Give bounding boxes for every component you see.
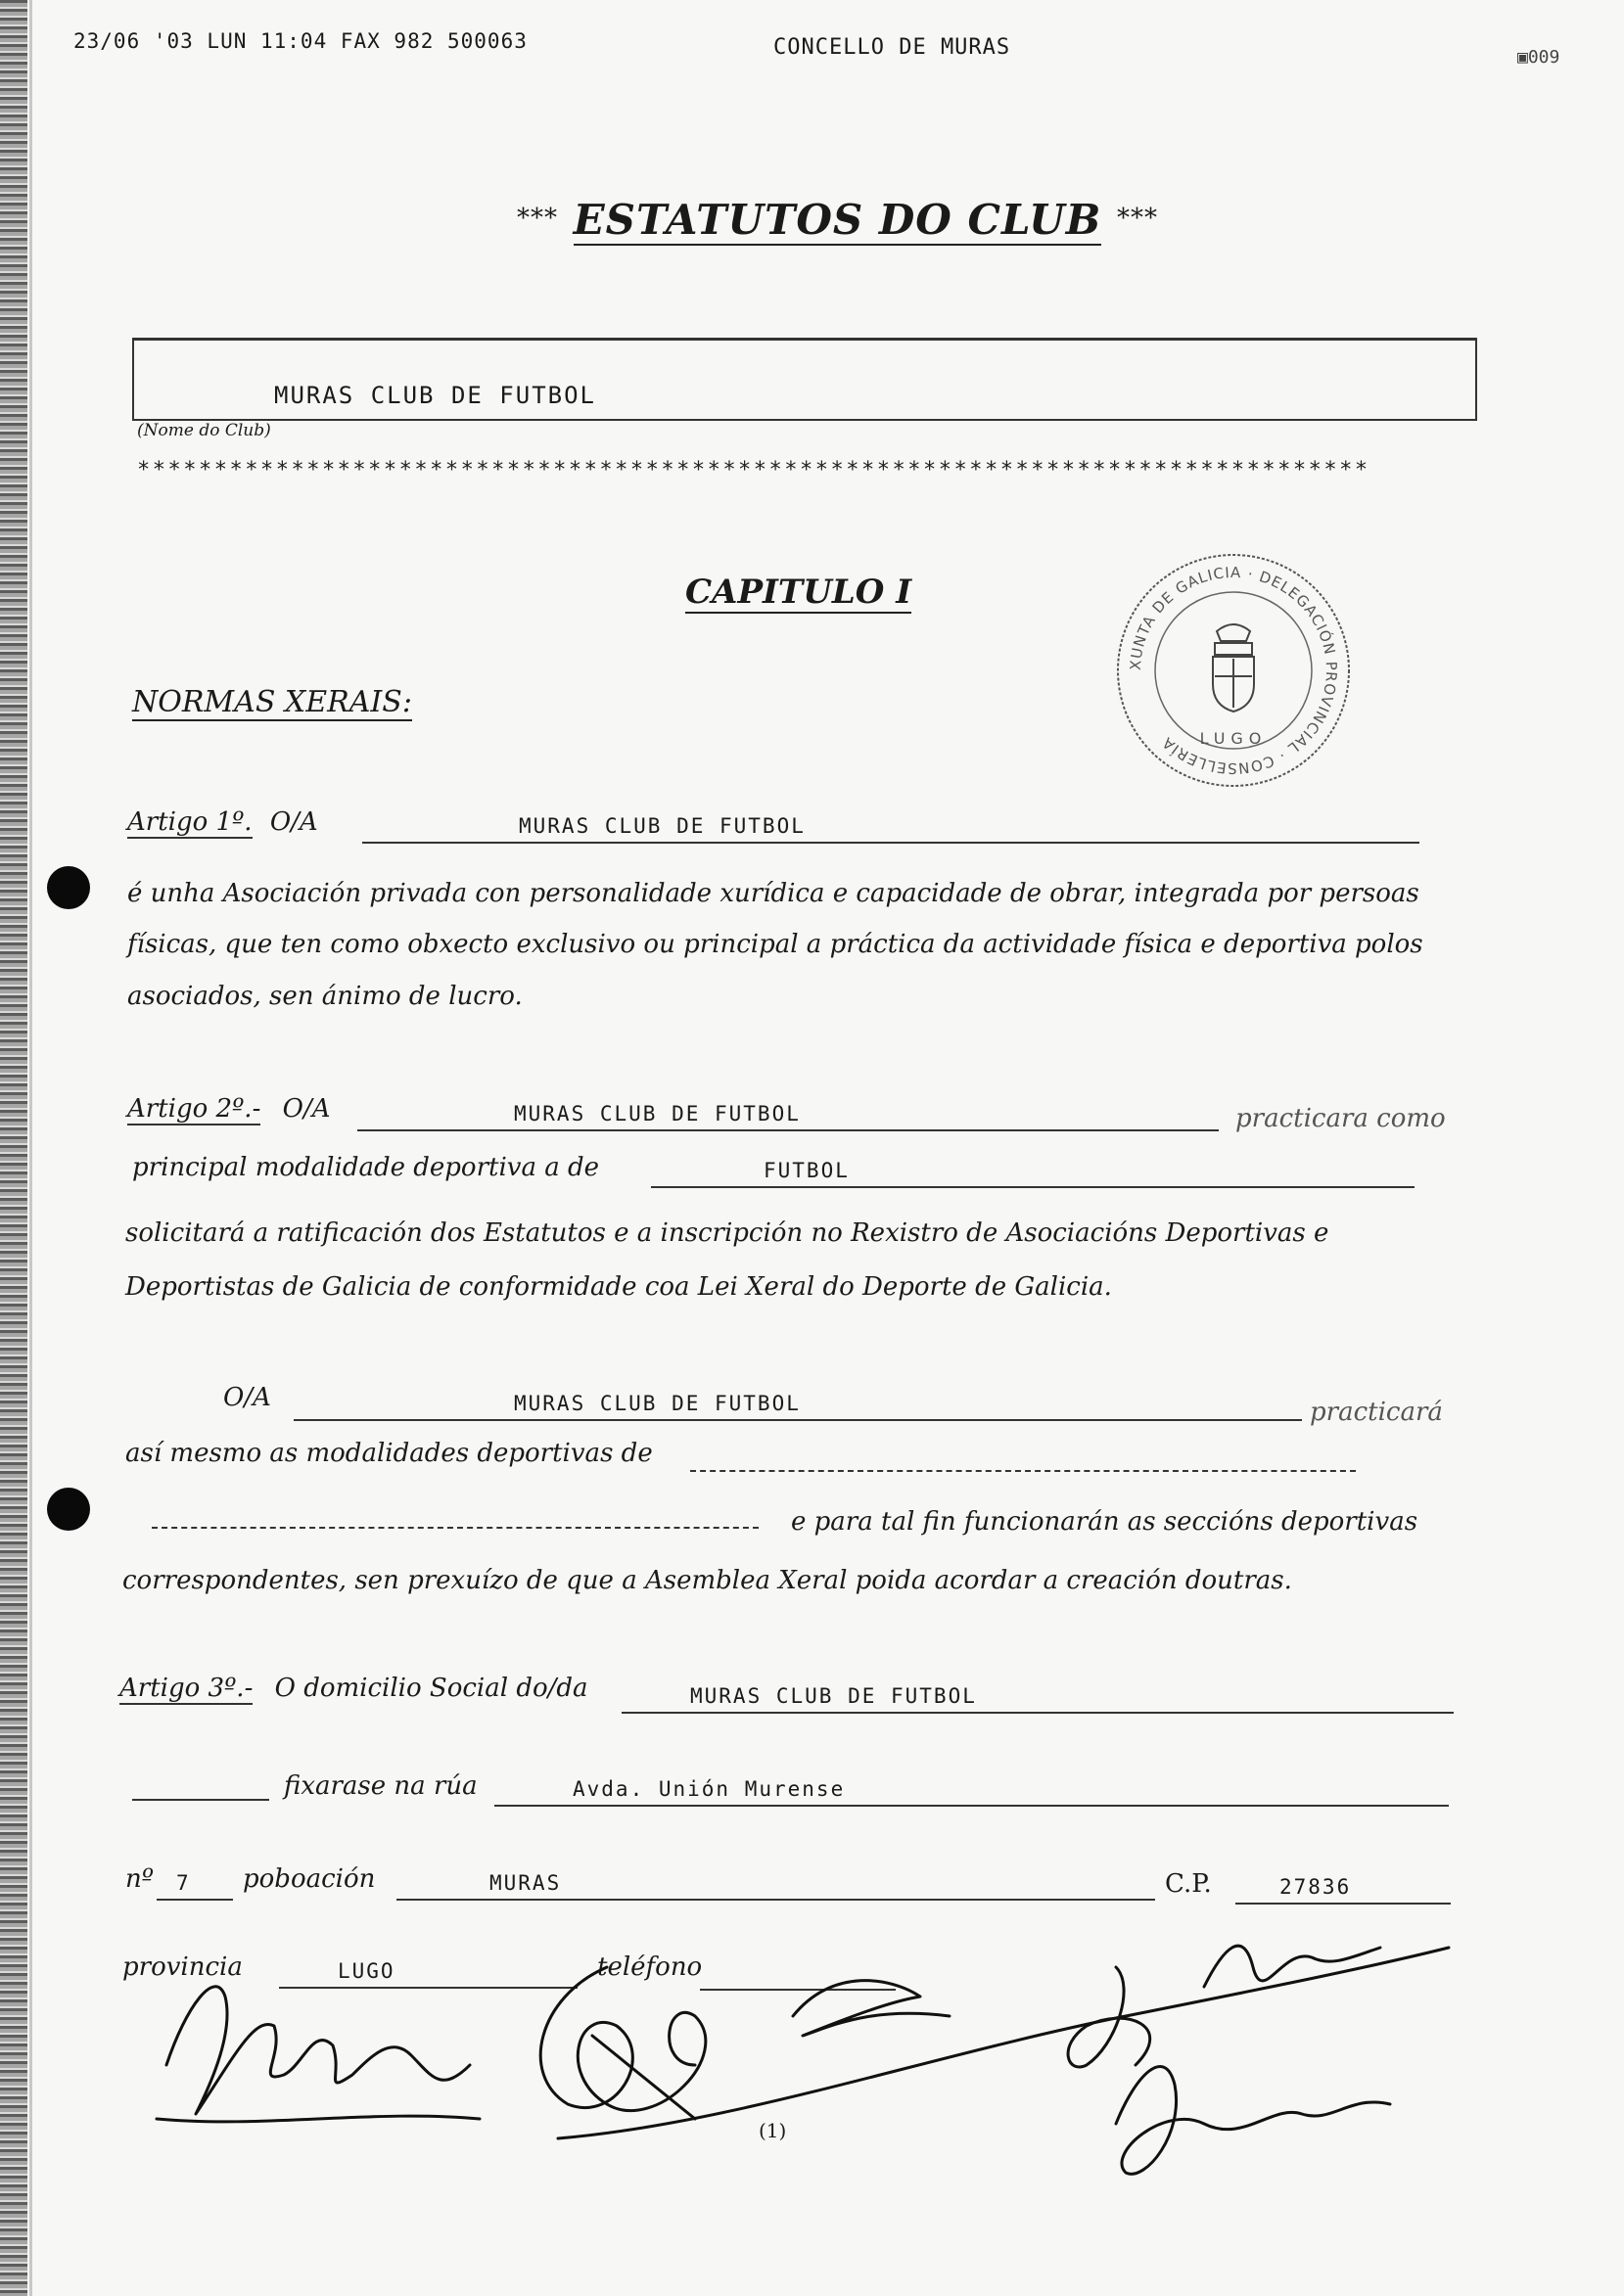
article-1-club-line [362,810,1419,844]
article-2-para2-club-line [294,1388,1302,1421]
footnote-mark: (1) [759,2119,787,2142]
article-1-prefix: O/A [269,807,318,837]
article-3-town-line [396,1867,1155,1901]
article-3-number-label: nº [125,1864,154,1894]
article-3-club-line [622,1680,1454,1714]
article-3-blank-line [132,1779,269,1801]
article-3-club: MURAS CLUB DE FUTBOL [690,1684,977,1708]
fax-binding-strip [0,0,27,2296]
article-2-line4: Deportistas de Galicia de conformidade coa Lei Xeral do Deporte de Galicia. [125,1272,1112,1302]
article-2-line3: solicitará a ratificación dos Estatutos e a inscripción no Rexistro de Asociacións Deportivas e [125,1218,1329,1248]
article-2-title: Artigo 2º.- [127,1094,261,1124]
article-3-title: Artigo 3º.- [119,1674,254,1703]
article-1-line1: é unha Asociación privada con personalidade xurídica e capacidade de obrar, integrada por persoas [127,879,1419,908]
signatures-area [147,1908,1517,2280]
star-separator: ******************************************************************************** [137,458,1370,482]
title-text: ESTATUTOS DO CLUB [573,196,1102,244]
page-code [1517,47,1559,68]
fax-header-line: 23/06 '03 LUN 11:04 FAX 982 500063 [73,29,528,53]
article-2-para2-suffix: practicará [1310,1398,1443,1427]
article-3-street-label: fixarase na rúa [284,1771,478,1801]
article-3-text: O domicilio Social do/da [274,1674,588,1703]
signature-1 [166,1987,470,2114]
club-name-label: (Nome do Club) [137,421,271,440]
article-3-town: MURAS [489,1871,562,1895]
article-3-province: LUGO [338,1959,395,1983]
signature-6 [1116,2066,1390,2174]
article-2-prefix: O/A [282,1094,331,1124]
article-2-para2-line4: correspondentes, sen prexuízo de que a Asemblea Xeral poida acordar a creación doutras. [122,1566,1292,1595]
signature-2 [540,1967,706,2111]
binding-edge [29,0,32,2296]
signature-2-cross [592,2036,695,2119]
article-3-phone-label: teléfono [597,1952,703,1982]
article-3-label [119,1674,588,1703]
chapter-heading: CAPITULO I [685,573,912,612]
official-stamp [1111,553,1356,788]
article-2-sport: FUTBOL [764,1159,850,1182]
article-2-modalities-line-2 [152,1507,759,1529]
signature-3 [793,1981,950,2036]
article-2-club: MURAS CLUB DE FUTBOL [514,1102,801,1125]
stamp-ring-text: XUNTA DE GALICIA · DELEGACIÓN PROVINCIAL · CONSELLERÍA [1126,563,1341,778]
article-3-town-label: poboación [243,1864,376,1894]
club-name-value: MURAS CLUB DE FUTBOL [274,382,596,409]
article-2-suffix: practicara como [1235,1104,1446,1133]
signature-4 [1068,1967,1150,2067]
article-1-line3: asociados, sen ánimo de lucro. [127,982,523,1011]
fax-page-icon: ▣ [1517,47,1528,68]
article-3-number-line [157,1867,233,1901]
article-3-cp-label: C.P. [1165,1869,1212,1899]
article-3-cp-line [1235,1871,1451,1905]
page-code-value: 009 [1527,47,1560,68]
coat-of-arms-icon [1213,624,1254,712]
article-2-modalities-line [690,1448,1356,1472]
article-2-para2-line3: e para tal fin funcionarán as seccións deportivas [791,1507,1418,1537]
article-1-club: MURAS CLUB DE FUTBOL [519,814,806,838]
article-3-number: 7 [176,1871,191,1895]
title-stars-left: *** [517,204,558,233]
article-1-line2: físicas, que ten como obxecto exclusivo ou principal a práctica da actividade física e deportiva polos [127,930,1423,959]
article-2-para2-prefix: O/A [223,1383,271,1412]
article-2-para2-club: MURAS CLUB DE FUTBOL [514,1392,801,1415]
office-name: CONCELLO DE MURAS [773,35,1011,60]
article-3-cp: 27836 [1279,1875,1352,1899]
signature-3-tail [558,1948,1449,2138]
signature-5 [1204,1946,1380,1987]
signature-1-swoosh [157,2116,480,2122]
article-2-para2-line2: así mesmo as modalidades deportivas de [125,1439,653,1468]
article-1-label [127,807,318,837]
document-title [517,196,1158,244]
article-3-province-label: provincia [122,1952,243,1982]
article-1-title: Artigo 1º. [127,807,253,837]
stamp-city: LUGO [1199,729,1268,748]
article-2-label [127,1094,330,1124]
article-2-line2: principal modalidade deportiva a de [132,1153,600,1182]
title-stars-right: *** [1116,204,1158,233]
article-2-club-line [357,1098,1219,1131]
article-3-street: Avda. Unión Murense [573,1777,846,1801]
article-3-street-line [494,1773,1449,1807]
article-2-sport-line [651,1155,1415,1188]
punch-hole [47,866,90,909]
punch-hole [47,1488,90,1531]
section-heading: NORMAS XERAIS: [132,685,412,719]
